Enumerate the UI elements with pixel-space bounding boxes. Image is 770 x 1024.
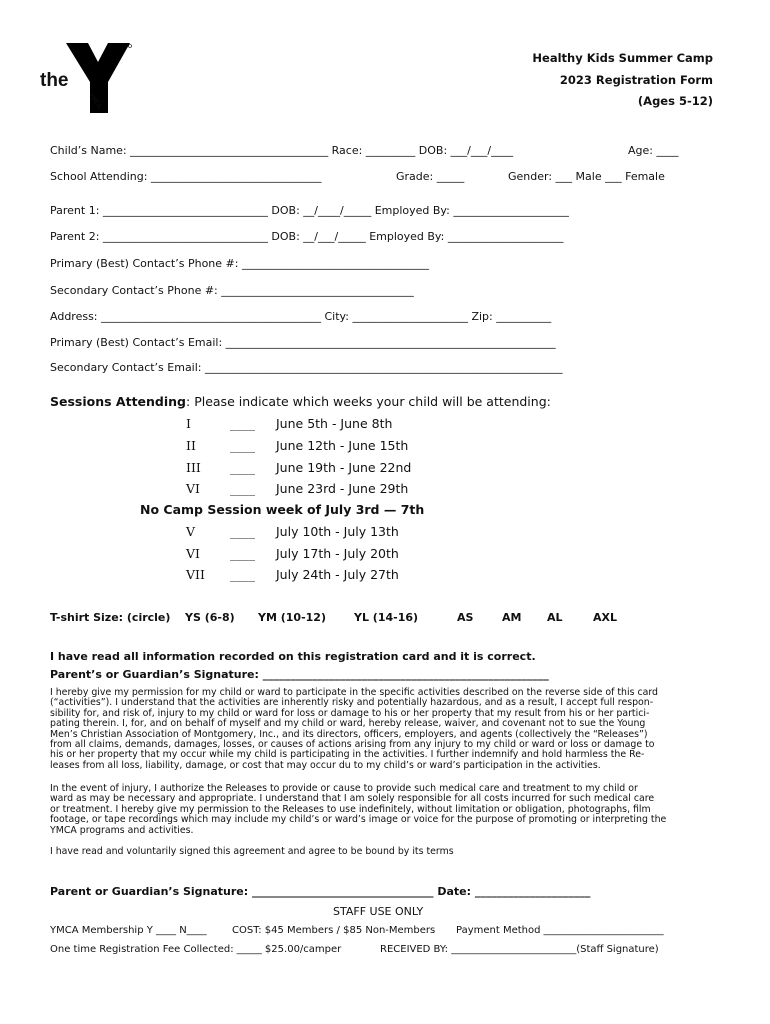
school-attending-field[interactable]: School Attending: _______________________________ — [50, 170, 322, 183]
ymca-logo — [36, 40, 136, 116]
tshirt-size-axl[interactable]: AXL — [593, 611, 618, 624]
tshirt-size-ys[interactable]: YS (6-8) — [185, 611, 235, 624]
session-row[interactable]: II ____ June 12th - June 15th — [186, 438, 409, 453]
session-blank[interactable]: ____ — [230, 438, 255, 453]
grade-field[interactable]: Grade: _____ — [396, 170, 465, 183]
session-dates: July 17th - July 20th — [276, 546, 399, 561]
session-row[interactable]: VII ____ July 24th - July 27th — [186, 567, 399, 582]
age-field[interactable]: Age: ____ — [628, 144, 679, 157]
final-signature-field[interactable]: Parent or Guardian’s Signature: _________________________________ Date: _____________________ — [50, 885, 591, 898]
session-dates: June 12th - June 15th — [276, 438, 409, 453]
age-range: (Ages 5-12) — [637, 94, 713, 108]
read-statement: I have read all information recorded on this registration card and it is correct. — [50, 650, 536, 663]
release-paragraph: I hereby give my permission for my child or ward to participate in the specific activities described on the reverse side of this card (“activities”). I understand that the activities are inherently risky and potentially hazardous, and as a result, I accept full respon- sibility for, and risk of, injury to my child or ward for loss or damage to his or her property that my result from his or her partici- pating therein. I, for, and on behalf of myself and my child or ward, hereby release, waiver, and covenant not to sue the Young Men’s Christian Association of Montgomery, Inc., and its directors, officers, employers, and agents (collectively the “Releases”) from all claims, demands, damages, losses, or causes of actions arising from any injury to my child or ward or loss or damage to his or her property that my occur while my child is participating in the activities. I further indemnify and hold harmless the Re- leases from all loss, liability, damage, or cost that may occur du to my child’s or ward’s participation in the activities. — [50, 687, 658, 771]
received-by-field[interactable]: RECEIVED BY: _________________________(Staff Signature) — [380, 944, 659, 955]
address-field[interactable]: Address: ________________________________________ City: _____________________ Zip: __________ — [50, 310, 552, 323]
session-blank[interactable]: ____ — [230, 460, 255, 475]
parent-signature-field[interactable]: Parent’s or Guardian’s Signature: ____________________________________________________ — [50, 668, 549, 681]
secondary-phone-field[interactable]: Secondary Contact’s Phone #: ___________________________________ — [50, 284, 414, 297]
staff-use-title: STAFF USE ONLY — [333, 905, 424, 918]
parent-1-field[interactable]: Parent 1: ______________________________ DOB: __/____/_____ Employed By: _____________________ — [50, 204, 569, 217]
session-row[interactable]: I ____ June 5th - June 8th — [186, 416, 393, 431]
session-dates: July 24th - July 27th — [276, 567, 399, 582]
membership-field[interactable]: YMCA Membership Y ____ N____ — [50, 925, 207, 936]
session-blank[interactable]: ____ — [230, 416, 255, 431]
secondary-email-field[interactable]: Secondary Contact’s Email: _________________________________________________________________ — [50, 361, 563, 374]
session-blank[interactable]: ____ — [230, 481, 255, 496]
sessions-heading — [50, 394, 551, 409]
gender-field[interactable]: Gender: ___ Male ___ Female — [508, 170, 665, 183]
session-blank[interactable]: ____ — [230, 524, 255, 539]
tshirt-size-yl[interactable]: YL (14-16) — [354, 611, 419, 624]
parent-2-field[interactable]: Parent 2: ______________________________ DOB: __/___/_____ Employed By: _____________________ — [50, 230, 564, 243]
session-row[interactable]: VI ____ July 17th - July 20th — [186, 546, 399, 561]
primary-email-field[interactable]: Primary (Best) Contact’s Email: ____________________________________________________________ — [50, 336, 556, 349]
medical-paragraph: In the event of injury, I authorize the Releases to provide or cause to provide such medical care and treatment to my child or ward as may be necessary and appropriate. I understand that I am solely responsible for all costs incurred for such medical care or treatment. I hereby give my permission to the Releases to use indefinitely, without limitation or obligation, photographs, film footage, or tape recordings which may include my child’s or ward’s image or voice for the purpose of promoting or interpreting the YMCA programs and activities. — [50, 783, 667, 836]
session-blank[interactable]: ____ — [230, 567, 255, 582]
camp-title: Healthy Kids Summer Camp — [532, 51, 713, 65]
session-blank[interactable]: ____ — [230, 546, 255, 561]
session-dates: June 23rd - June 29th — [276, 481, 409, 496]
sessions-label: Sessions Attending — [50, 394, 187, 409]
primary-phone-field[interactable]: Primary (Best) Contact’s Phone #: __________________________________ — [50, 257, 429, 270]
session-row[interactable]: III ____ June 19th - June 22nd — [186, 460, 412, 475]
session-row[interactable]: V ____ July 10th - July 13th — [186, 524, 399, 539]
payment-method-field[interactable]: Payment Method ________________________ — [456, 925, 664, 936]
no-camp-notice: No Camp Session week of July 3rd — 7th — [140, 502, 425, 517]
cost-info: COST: $45 Members / $85 Non-Members — [232, 925, 436, 936]
tshirt-size-ym[interactable]: YM (10-12) — [258, 611, 326, 624]
logo-brand-text: YMCA — [87, 92, 103, 111]
logo-the-word: the — [40, 70, 69, 91]
session-dates: June 5th - June 8th — [276, 416, 393, 431]
session-dates: July 10th - July 13th — [276, 524, 399, 539]
tshirt-size-am[interactable]: AM — [502, 611, 522, 624]
session-row[interactable]: VI ____ June 23rd - June 29th — [186, 481, 409, 496]
sessions-instruction: : Please indicate which weeks your child will be attending: — [186, 394, 551, 409]
session-dates: June 19th - June 22nd — [276, 460, 412, 475]
form-subtitle: 2023 Registration Form — [559, 73, 713, 87]
tshirt-size-as[interactable]: AS — [457, 611, 474, 624]
voluntary-statement: I have read and voluntarily signed this agreement and agree to be bound by its terms — [50, 846, 454, 857]
tshirt-size-al[interactable]: AL — [547, 611, 563, 624]
tshirt-size-label: T-shirt Size: (circle) — [50, 611, 171, 624]
child-name-field[interactable]: Child’s Name: ____________________________________ Race: _________ DOB: ___/___/____ — [50, 144, 514, 157]
registration-fee-field[interactable]: One time Registration Fee Collected: _____ $25.00/camper — [50, 944, 342, 955]
